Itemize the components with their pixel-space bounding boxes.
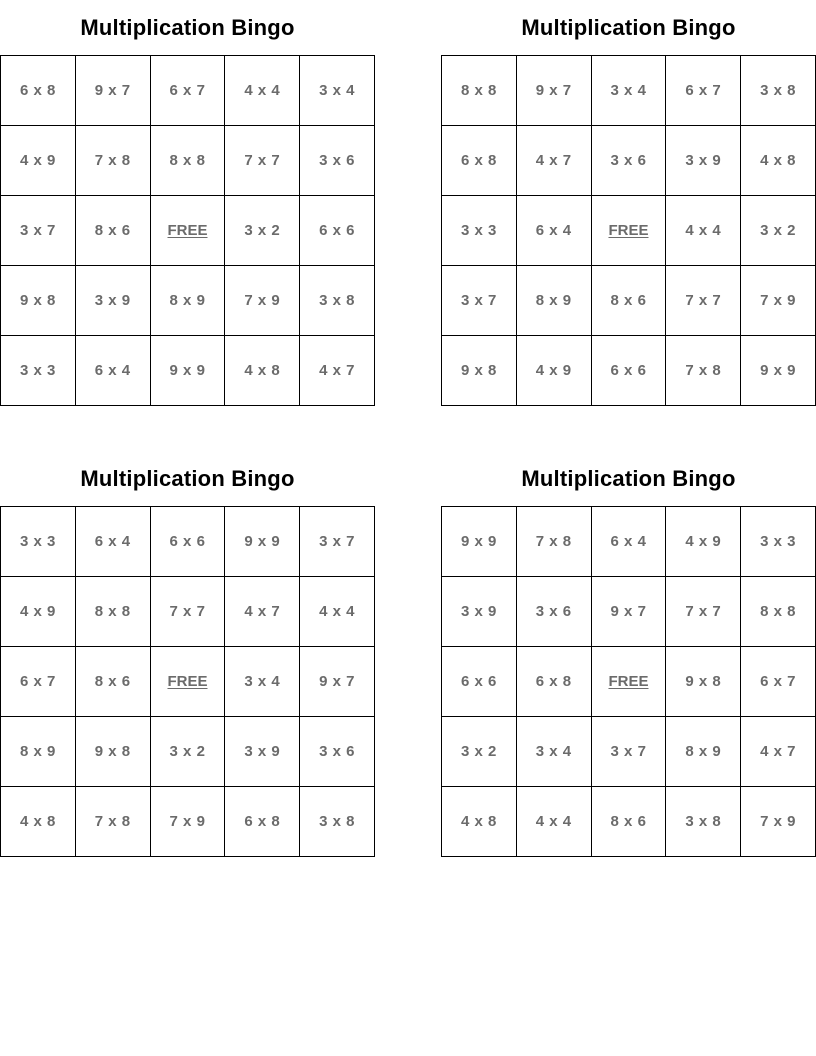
bingo-cell[interactable]: 6 x 4: [76, 336, 151, 406]
bingo-cell[interactable]: 3 x 4: [225, 647, 300, 717]
bingo-grid: [441, 506, 816, 857]
bingo-cell[interactable]: 4 x 9: [1, 577, 76, 647]
bingo-cell[interactable]: 6 x 6: [151, 507, 226, 577]
bingo-cell[interactable]: 6 x 8: [517, 647, 592, 717]
bingo-cell[interactable]: 9 x 9: [225, 507, 300, 577]
bingo-cell[interactable]: 9 x 8: [76, 717, 151, 787]
bingo-cell[interactable]: 9 x 7: [517, 56, 592, 126]
bingo-cell[interactable]: 8 x 8: [76, 577, 151, 647]
bingo-cell[interactable]: 7 x 8: [517, 507, 592, 577]
bingo-cell[interactable]: 3 x 9: [666, 126, 741, 196]
bingo-cell[interactable]: 6 x 4: [592, 507, 667, 577]
bingo-cell[interactable]: 8 x 8: [442, 56, 517, 126]
bingo-cell[interactable]: 4 x 7: [300, 336, 375, 406]
free-space-cell[interactable]: FREE: [592, 647, 667, 717]
free-space-cell[interactable]: FREE: [151, 647, 226, 717]
bingo-cell[interactable]: 9 x 9: [741, 336, 816, 406]
bingo-cell[interactable]: 3 x 3: [1, 336, 76, 406]
bingo-cell[interactable]: 4 x 9: [517, 336, 592, 406]
bingo-cell[interactable]: 3 x 4: [592, 56, 667, 126]
bingo-cell[interactable]: 3 x 2: [741, 196, 816, 266]
bingo-cell[interactable]: 6 x 8: [225, 787, 300, 857]
bingo-cell[interactable]: 4 x 8: [225, 336, 300, 406]
bingo-cell[interactable]: 3 x 3: [442, 196, 517, 266]
bingo-cell[interactable]: 6 x 6: [300, 196, 375, 266]
bingo-cell[interactable]: 4 x 4: [300, 577, 375, 647]
bingo-cell[interactable]: 4 x 7: [225, 577, 300, 647]
bingo-cell[interactable]: 4 x 7: [517, 126, 592, 196]
bingo-cell[interactable]: 3 x 8: [300, 266, 375, 336]
bingo-grid: [0, 55, 375, 406]
bingo-cell[interactable]: 3 x 3: [1, 507, 76, 577]
bingo-cell[interactable]: 8 x 9: [1, 717, 76, 787]
bingo-cell[interactable]: 6 x 7: [741, 647, 816, 717]
bingo-cell[interactable]: 7 x 9: [741, 266, 816, 336]
bingo-cell[interactable]: 3 x 2: [225, 196, 300, 266]
bingo-cell[interactable]: 9 x 9: [442, 507, 517, 577]
bingo-cell[interactable]: 8 x 6: [592, 787, 667, 857]
bingo-cell[interactable]: 8 x 8: [151, 126, 226, 196]
bingo-cell[interactable]: 9 x 8: [1, 266, 76, 336]
bingo-cell[interactable]: 6 x 7: [666, 56, 741, 126]
bingo-cell[interactable]: 3 x 9: [76, 266, 151, 336]
bingo-cell[interactable]: 7 x 8: [76, 126, 151, 196]
bingo-cell[interactable]: 3 x 4: [300, 56, 375, 126]
card-title: Multiplication Bingo: [80, 15, 295, 40]
bingo-cell[interactable]: 3 x 9: [225, 717, 300, 787]
bingo-cell[interactable]: 9 x 7: [76, 56, 151, 126]
bingo-cell[interactable]: 4 x 9: [666, 507, 741, 577]
bingo-cell[interactable]: 6 x 7: [151, 56, 226, 126]
bingo-cell[interactable]: 9 x 8: [442, 336, 517, 406]
bingo-cell[interactable]: 3 x 7: [592, 717, 667, 787]
bingo-cell[interactable]: 3 x 8: [666, 787, 741, 857]
bingo-cell[interactable]: 7 x 8: [76, 787, 151, 857]
bingo-cell[interactable]: 4 x 4: [666, 196, 741, 266]
bingo-cell[interactable]: 3 x 6: [517, 577, 592, 647]
bingo-cell[interactable]: 3 x 2: [442, 717, 517, 787]
bingo-cell[interactable]: 8 x 6: [76, 196, 151, 266]
bingo-cell[interactable]: 6 x 4: [517, 196, 592, 266]
bingo-cell[interactable]: 6 x 8: [1, 56, 76, 126]
bingo-cell[interactable]: 4 x 7: [741, 717, 816, 787]
bingo-cell[interactable]: 6 x 7: [1, 647, 76, 717]
bingo-cell[interactable]: 4 x 4: [517, 787, 592, 857]
bingo-cell[interactable]: 7 x 7: [151, 577, 226, 647]
bingo-cell[interactable]: 3 x 8: [300, 787, 375, 857]
bingo-cell[interactable]: 7 x 7: [225, 126, 300, 196]
bingo-cell[interactable]: 7 x 9: [225, 266, 300, 336]
bingo-cell[interactable]: 4 x 8: [741, 126, 816, 196]
bingo-cell[interactable]: 6 x 6: [592, 336, 667, 406]
bingo-cell[interactable]: 3 x 7: [300, 507, 375, 577]
bingo-cell[interactable]: 4 x 8: [1, 787, 76, 857]
bingo-cell[interactable]: 9 x 7: [300, 647, 375, 717]
bingo-cell[interactable]: 7 x 7: [666, 577, 741, 647]
bingo-grid: [441, 55, 816, 406]
bingo-cell[interactable]: 3 x 7: [442, 266, 517, 336]
bingo-cell[interactable]: 6 x 6: [442, 647, 517, 717]
card-title: Multiplication Bingo: [521, 15, 736, 40]
bingo-cell[interactable]: 3 x 6: [300, 717, 375, 787]
free-space-cell[interactable]: FREE: [151, 196, 226, 266]
bingo-cell[interactable]: 3 x 2: [151, 717, 226, 787]
bingo-cell[interactable]: 8 x 6: [76, 647, 151, 717]
bingo-cell[interactable]: 4 x 9: [1, 126, 76, 196]
bingo-cell[interactable]: 3 x 6: [592, 126, 667, 196]
bingo-cell[interactable]: 9 x 8: [666, 647, 741, 717]
bingo-cell[interactable]: 8 x 9: [666, 717, 741, 787]
bingo-cell[interactable]: 3 x 8: [741, 56, 816, 126]
card-title: Multiplication Bingo: [80, 466, 295, 491]
card-title: Multiplication Bingo: [521, 466, 736, 491]
free-space-cell[interactable]: FREE: [592, 196, 667, 266]
bingo-cell[interactable]: 8 x 8: [741, 577, 816, 647]
bingo-cell[interactable]: 8 x 9: [151, 266, 226, 336]
bingo-cell[interactable]: 7 x 7: [666, 266, 741, 336]
bingo-cell[interactable]: 8 x 9: [517, 266, 592, 336]
bingo-cell[interactable]: 7 x 9: [741, 787, 816, 857]
bingo-cell[interactable]: 4 x 8: [442, 787, 517, 857]
bingo-cell[interactable]: 3 x 9: [442, 577, 517, 647]
bingo-cell[interactable]: 7 x 9: [151, 787, 226, 857]
bingo-cell[interactable]: 9 x 7: [592, 577, 667, 647]
bingo-grid: [0, 506, 375, 857]
bingo-cell[interactable]: 7 x 8: [666, 336, 741, 406]
bingo-cell[interactable]: 9 x 9: [151, 336, 226, 406]
bingo-cell[interactable]: 3 x 4: [517, 717, 592, 787]
bingo-cell[interactable]: 6 x 8: [442, 126, 517, 196]
bingo-cell[interactable]: 3 x 6: [300, 126, 375, 196]
bingo-cell[interactable]: 3 x 3: [741, 507, 816, 577]
bingo-cell[interactable]: 8 x 6: [592, 266, 667, 336]
bingo-cell[interactable]: 4 x 4: [225, 56, 300, 126]
bingo-cell[interactable]: 6 x 4: [76, 507, 151, 577]
bingo-cell[interactable]: 3 x 7: [1, 196, 76, 266]
